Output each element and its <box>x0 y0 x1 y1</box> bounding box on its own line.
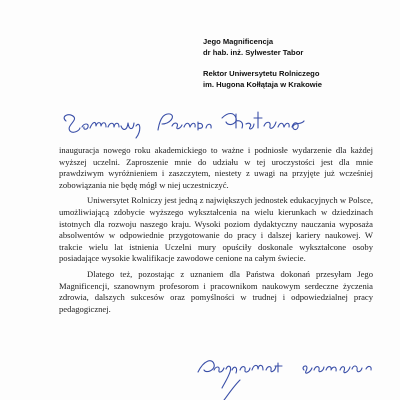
paragraph-3: Dlatego też, pozostając z uznaniem dla Państwa dokonań przesyłam Jego Magnificencji, szanownym profesorom i pracownikom naukowym serdeczne życzenia zdrowia, dalszych sukcesów oraz pomyślności w trudnej i odpowiedzialnej pracy pedagogicznej. <box>59 268 373 314</box>
paragraph-2: Uniwersytet Rolniczy jest jedną z największych jednostek edukacyjnych w Polsce, umożliwiającą zdobycie wyższego wykształcenia na wielu kierunkach w dziedzinach istotnych dla rozwoju naszego kraju. Wysoki poziom dydaktyczny nauczania wyposaża absolwentów w odpowiednie przygotowanie do pracy i dalszej kariery naukowej. W trakcie wielu lat istnienia Uczelni mury opuściły doskonale wykształcone osoby posiadające wysokie kwalifikacje zawodowe cenione na całym świecie. <box>59 195 373 264</box>
paragraph-1: inauguracja nowego roku akademickiego to ważne i podniosłe wydarzenie dla każdej wyższej uczelni. Zaproszenie mnie do udziału w tej uroczystości jest dla mnie prawdziwym wyróżnieniem i zaszczytem, niestety z uwagi na przyjęte już wcześniej zobowiązania nie będę mógł w niej uczestniczyć. <box>59 145 373 190</box>
addressee-position: Rektor Uniwersytetu Rolniczego <box>203 69 320 78</box>
addressee-institution: im. Hugona Kołłątaja w Krakowie <box>203 79 322 89</box>
addressee-name: dr hab. inż. Sylwester Tabor <box>203 47 304 57</box>
addressee-title: Jego Magnificencja <box>203 37 274 46</box>
